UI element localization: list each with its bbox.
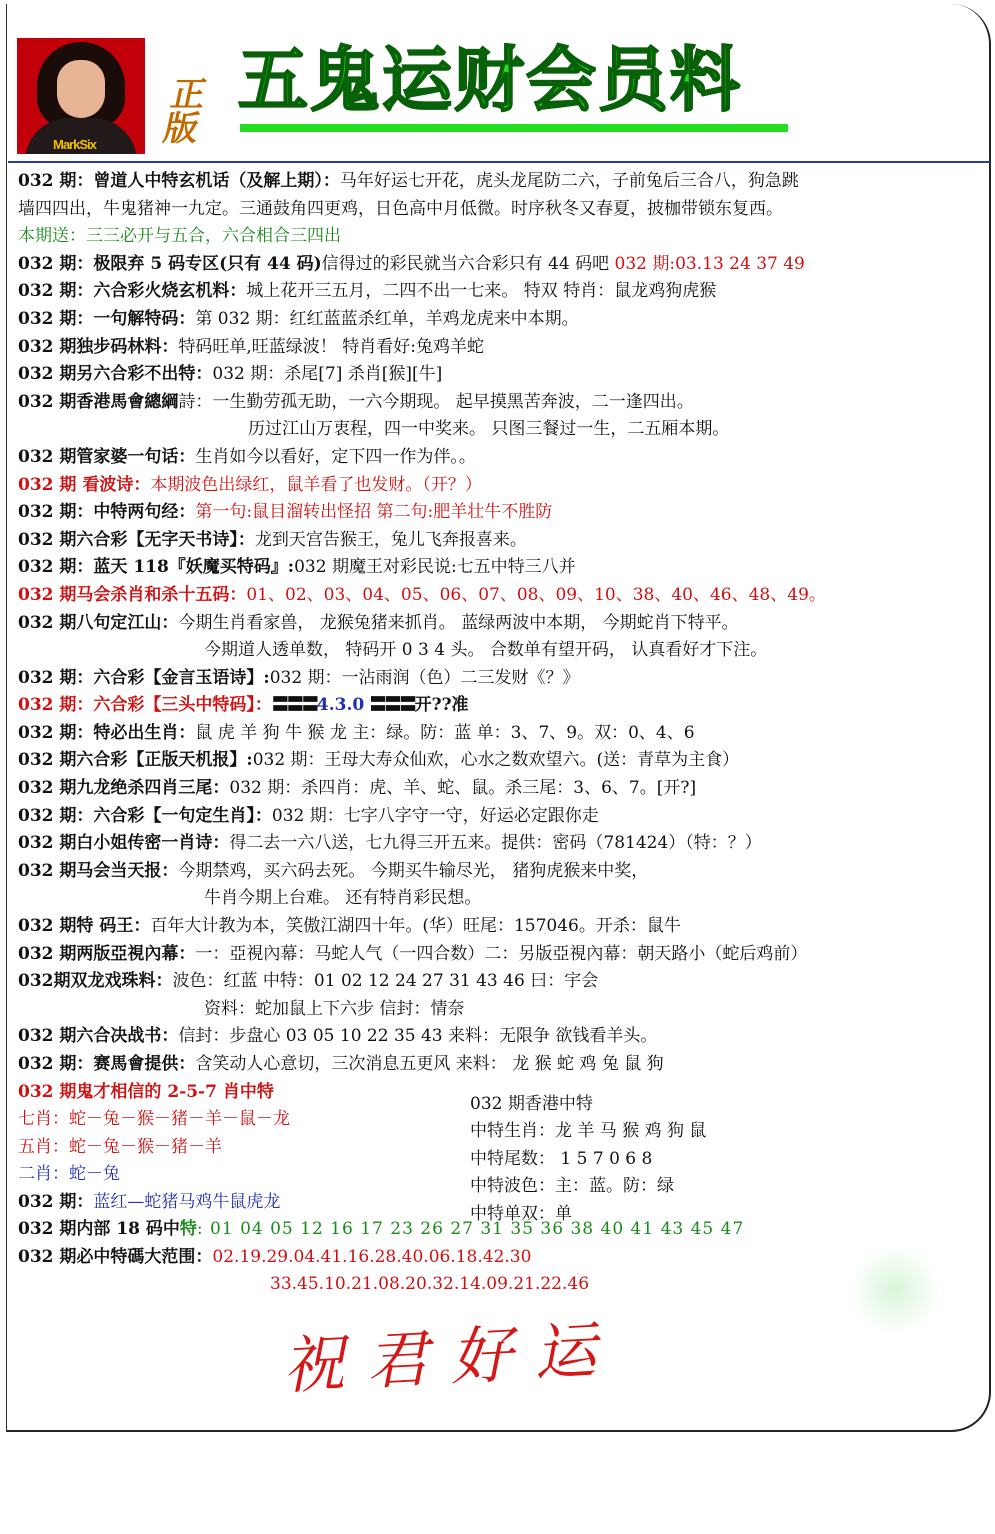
- line-label: 032 期香港馬會總綱: [18, 391, 179, 412]
- line-label: 032 期两版亞視內幕：: [18, 943, 196, 964]
- line-text: 01、02、03、04、05、06、07、08、09、10、38、40、46、48、49。: [246, 584, 826, 605]
- range-label: 032 期必中特碼大范围：: [18, 1246, 213, 1267]
- ghost-title: 032 期鬼才相信的 2-5-7 肖中特: [18, 1081, 274, 1102]
- line-text: 032 期：一沾雨润（色）二三发财《？》: [269, 667, 580, 688]
- header-divider: [8, 161, 990, 163]
- line-text: 今期道人透单数， 特码开 0 3 4 头。 合数单有望开码， 认真看好才下注。: [204, 640, 768, 661]
- range-row1: 02.19.29.04.41.16.28.40.06.18.42.30: [212, 1246, 532, 1267]
- line-label: 032 期：六合彩【一句定生肖】：: [18, 805, 272, 826]
- line-label: 032 期八句定江山：: [18, 612, 179, 633]
- green-glow: [850, 1245, 940, 1335]
- line-text: 墙四四出，牛鬼猪神一九定。三通鼓角四更鸡，日色高中月低微。时序秋冬又春夏，披枷带锁东复西。: [18, 198, 783, 219]
- stars-right: 〓〓〓: [369, 695, 415, 716]
- line-label: 032 期六合彩【无字天书诗】：: [18, 529, 255, 550]
- code18-tail: 特: [179, 1219, 197, 1240]
- line-text: 今期生肖看家兽， 龙猴兔猪来抓肖。 蓝绿两波中本期， 今期蛇肖下特平。: [178, 612, 739, 633]
- line-label: 032期双龙戏珠料：: [18, 971, 173, 992]
- content: [18, 168, 988, 1299]
- line-label: 032 期：特必出生肖：: [18, 722, 196, 743]
- ghost-two: 二肖：蛇－兔: [18, 1164, 120, 1185]
- line-text: 詩：一生勤劳孤无助，一六今期现。 起早摸黑苦奔波，二一逢四出。: [178, 391, 694, 412]
- line-text: 历过江山万衷程，四一中奖来。 只图三餐过一生，二五厢本期。: [248, 419, 730, 440]
- line-text: 第 032 期：红红蓝蓝杀红单，羊鸡龙虎来中本期。: [195, 308, 579, 329]
- line-text: 龙到天宫告猴王，兔儿飞奔报喜来。: [254, 529, 527, 550]
- line-text: 波色：红蓝 中特：01 02 12 24 27 31 43 46 曰：宇会: [172, 971, 599, 992]
- line-text: 牛肖今期上台难。 还有特肖彩民想。: [204, 888, 482, 909]
- line-text: 今期禁鸡，买六码去死。 今期买牛输尽光， 猪狗虎猴来中奖，: [178, 860, 649, 881]
- hk-tails: 中特尾数： 1 5 7 0 6 8: [470, 1148, 653, 1169]
- hk-color: 中特波色：主：蓝。防：绿: [470, 1176, 674, 1197]
- line-text: 032 期：七字八字守一守，好运必定跟你走: [271, 805, 599, 826]
- line-text: 鼠 虎 羊 狗 牛 猴 龙 主：绿。防：蓝 单：3、7、9。双：0、4、6: [195, 722, 695, 743]
- line-label: 032 期：六合彩【三头中特码】：: [18, 695, 272, 716]
- line-text: 本期送：三三必开与五合，六合相合三四出: [18, 226, 341, 247]
- line-label: 032 期管家婆一句话：: [18, 446, 196, 467]
- line-text: 生肖如今以看好，定下四一作为伴。。: [195, 446, 476, 467]
- line-label: 032 期马会当天报：: [18, 860, 179, 881]
- line-text: 含笑动人心意切，三次消息五更风 来料： 龙 猴 蛇 鸡 兔 鼠 狗: [195, 1054, 664, 1074]
- banner-title: 五鬼运财会员料: [238, 39, 742, 121]
- line-text: 032 期：杀尾[7] 杀肖[猴][牛]: [212, 364, 443, 385]
- line-label: 032 期白小姐传密一肖诗：: [18, 833, 230, 854]
- hk-parity: 中特单双：单: [470, 1203, 572, 1224]
- line-label: 032 期：六合彩火烧玄机料：: [18, 281, 247, 302]
- line-text: 马年好运七开花，虎头龙尾防二六，子前兔后三合八，狗急跳: [339, 171, 799, 191]
- photo-caption: MarkSix: [53, 137, 96, 152]
- banner-underline: [240, 124, 788, 132]
- hk-zodiac: 中特生肖：龙 羊 马 猴 鸡 狗 鼠: [470, 1121, 707, 1142]
- line-text: 城上花开三五月，二四不出一七来。 特双 特肖：鼠龙鸡狗虎猴: [246, 281, 717, 302]
- line-text: 第一句:鼠目溜转出怪招 第二句:肥羊壮牛不胜防: [195, 502, 553, 523]
- line-text: 032 期：王母大寿众仙欢，心水之数欢望六。(送：青草为主食）: [252, 750, 740, 771]
- line-label: 032 期 看波诗：: [18, 474, 151, 495]
- line-label: 032 期：六合彩【金言玉语诗】:: [18, 667, 270, 688]
- hk-title: 032 期香港中特: [470, 1093, 593, 1114]
- line-text: 百年大计教为本，笑傲江湖四十年。(华）旺尾：157046。开杀：鼠牛: [150, 916, 681, 937]
- stars-left: 〓〓〓: [271, 695, 317, 716]
- code18-label: 032 期内部 18 码中: [18, 1219, 180, 1240]
- line-text: 资料：蛇加鼠上下六步 信封：情奈: [204, 998, 465, 1019]
- line-label: 032 期：赛馬會提供：: [18, 1054, 196, 1074]
- line-text: 032 期魔王对彩民说:七五中特三八并: [294, 557, 576, 578]
- line-red-text: 032 期:03.13 24 37 49: [614, 253, 805, 274]
- line-label: 032 期：极限弃 5 码专区(只有 44 码): [18, 253, 322, 274]
- line-label: 032 期特 码王：: [18, 916, 151, 937]
- line-label: 032 期独步码林料：: [18, 336, 179, 357]
- ghost-five: 五肖：蛇－兔－猴－猪－羊: [18, 1136, 222, 1157]
- line-text: 信得过的彩民就当六合彩只有 44 码吧: [321, 253, 610, 274]
- line-label: 032 期：蓝天 118『妖魔买特码』:: [18, 557, 295, 578]
- ghost-seven: 七肖：蛇－兔－猴－猪－羊－鼠－龙: [18, 1109, 290, 1130]
- line-label: 032 期六合彩【正版天机报】:: [18, 750, 253, 771]
- line-value: 4.3.0: [316, 695, 365, 716]
- line-label: 032 期马会杀肖和杀十五码：: [18, 584, 247, 605]
- portrait-photo: [17, 38, 145, 154]
- line-label: 032 期九龙绝杀四肖三尾：: [18, 778, 230, 799]
- line-tail: 开??准: [414, 695, 469, 716]
- line-text: 信封：步盘心 03 05 10 22 35 43 来料：无限争 欲钱看羊头。: [178, 1026, 658, 1047]
- line-text: 特码旺单,旺蓝绿波！ 特肖看好:兔鸡羊蛇: [178, 336, 484, 357]
- range-row2: 33.45.10.21.08.20.32.14.09.21.22.46: [270, 1274, 590, 1295]
- bluered-label: 032 期：: [18, 1191, 94, 1212]
- blessing-text: 祝君好运: [280, 1312, 620, 1403]
- line-label: 032 期：中特两句经：: [18, 502, 196, 523]
- line-text: 本期波色出绿红，鼠羊看了也发财。（开？）: [150, 474, 482, 495]
- bluered-text: 蓝红—蛇猪马鸡牛鼠虎龙: [93, 1191, 281, 1212]
- line-text: 032 期：杀四肖：虎、羊、蛇、鼠。杀三尾：3、6、7。[开?]: [229, 778, 697, 799]
- line-text: 得二去一六八送，七九得三开五来。提供：密码（781424）（特：？）: [229, 833, 762, 854]
- line-label: 032 期：一句解特码：: [18, 308, 196, 329]
- zhengban-mark: 正版: [160, 75, 210, 149]
- code18-nums: : 01 04 05 12 16 17 23 26 27 31 35 36 38 40 41 43 45 47: [196, 1219, 745, 1240]
- line-label: 032 期：曾道人中特玄机话（及解上期）：: [18, 171, 340, 191]
- line-text: 一：亞視內幕：马蛇人气（一四合数）二：另版亞視內幕：朝天路小（蛇后鸡前）: [195, 943, 808, 964]
- line-label: 032 期另六合彩不出特：: [18, 364, 213, 385]
- line-label: 032 期六合决战书：: [18, 1026, 179, 1047]
